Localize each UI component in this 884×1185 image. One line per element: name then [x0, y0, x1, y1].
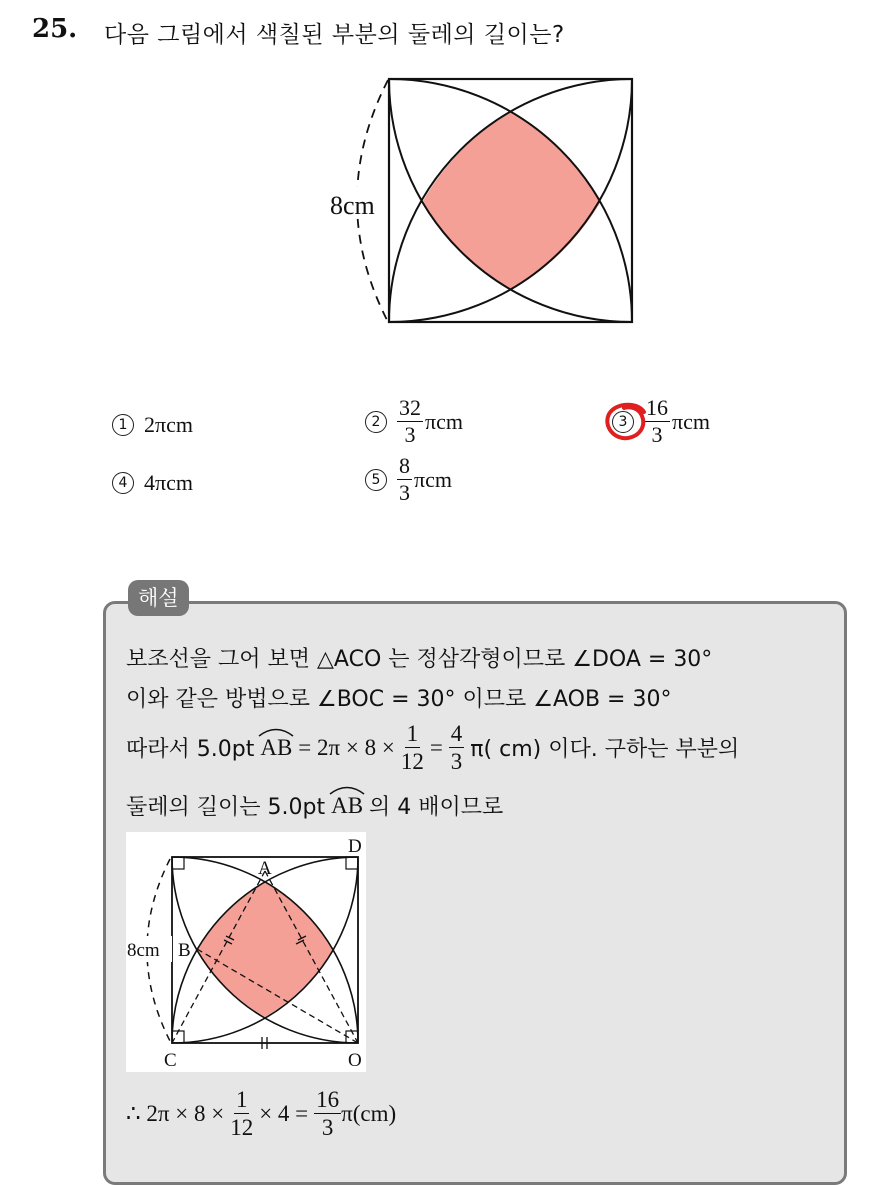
option-4-number: 4 [112, 472, 134, 494]
option-2[interactable] [365, 397, 463, 446]
label-d: D [348, 836, 362, 857]
label-b: B [178, 940, 191, 961]
option-5-fraction: $\frac{8}{3}$ [399, 453, 410, 505]
option-1-number: 1 [112, 414, 134, 436]
fraction-4-3: $\frac{4}{3}$ [450, 721, 463, 774]
arc-ab-notation: AB [260, 735, 292, 761]
arc-ab-notation-2: AB [331, 793, 363, 819]
option-2-number: 2 [365, 411, 387, 433]
solution-line-3: 따라서 5.0pt AB = 2π × 8 × $\frac{1}{12}$ = $\frac{4}{3}$ π( cm) 이다. 구하는 부분의 [126, 721, 740, 774]
fraction-final-16-3: $\frac{16}{3}$ [316, 1087, 340, 1140]
shaded-region [423, 112, 601, 290]
shaded-region-2 [197, 881, 333, 1017]
fraction-1-12: $\frac{1}{12}$ [400, 721, 424, 774]
option-4[interactable]: 4 4π cm [112, 470, 193, 496]
option-2-fraction: $\frac{32}{3}$ [399, 395, 421, 447]
label-o: O [348, 1050, 362, 1071]
option-4-value: 4π [144, 470, 167, 495]
question-number: 25. [32, 14, 78, 44]
solution-final: ∴ 2π × 8 × $\frac{1}{12}$ × 4 = $\frac{16}{3}$ π(cm) [126, 1087, 397, 1140]
side-length-label: 8cm [330, 191, 375, 220]
option-3-fraction: $\frac{16}{3}$ [646, 395, 668, 447]
option-1[interactable]: 1 2π cm [112, 412, 193, 438]
option-3-number: 3 [612, 411, 634, 433]
option-5[interactable] [365, 455, 452, 504]
solution-line-2: 이와 같은 방법으로 ∠BOC = 30° 이므로 ∠AOB = 30° [126, 687, 672, 712]
problem-figure [320, 60, 650, 330]
option-2-unit: πcm [425, 408, 463, 434]
label-c: C [164, 1050, 177, 1071]
question-text: 다음 그림에서 색칠된 부분의 둘레의 길이는? [104, 22, 565, 48]
option-1-value: 2π [144, 412, 167, 437]
solution-tag: 해설 [128, 580, 189, 616]
option-3-unit: πcm [672, 408, 710, 434]
label-side: 8cm [127, 940, 160, 961]
solution-line-4: 둘레의 길이는 5.0pt AB 의 4 배이므로 [126, 790, 503, 821]
selected-answer-circle [604, 400, 652, 444]
solution-figure [126, 832, 366, 1072]
option-5-unit: πcm [414, 466, 452, 492]
option-5-number: 5 [365, 469, 387, 491]
solution-line-1: 보조선을 그어 보면 △ACO 는 정삼각형이므로 ∠DOA = 30° [126, 647, 713, 672]
fraction-final-1-12: $\frac{1}{12}$ [230, 1087, 254, 1140]
label-a: A [258, 858, 272, 879]
